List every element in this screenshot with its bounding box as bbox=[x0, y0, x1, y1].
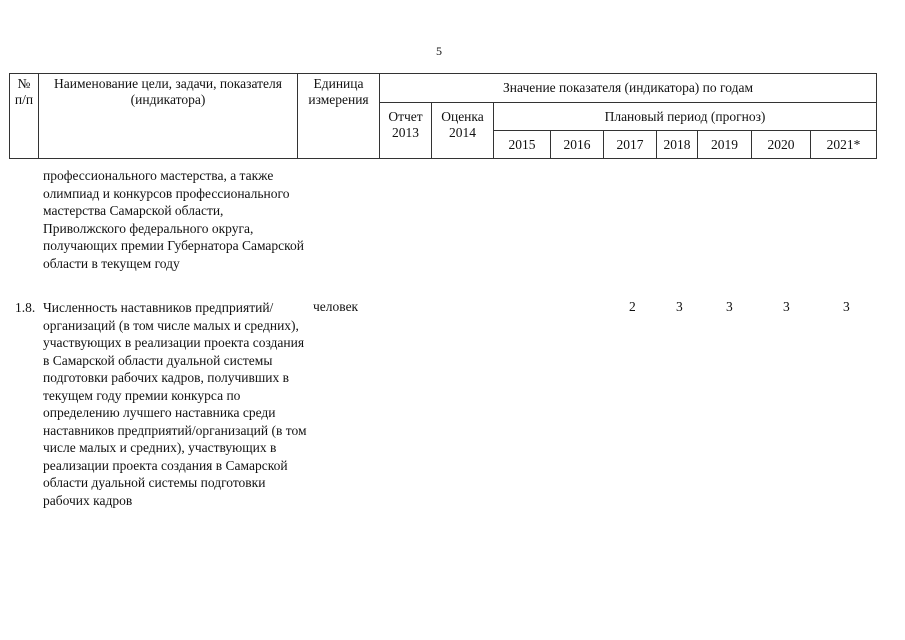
header-year: 2018 bbox=[657, 131, 698, 159]
header-year: 2020 bbox=[752, 131, 811, 159]
value-2020: 3 bbox=[783, 299, 790, 314]
indicator-table-header bbox=[9, 73, 877, 159]
page-number: 5 bbox=[436, 44, 442, 58]
value-2021: 3 bbox=[843, 299, 850, 314]
header-year: 2016 bbox=[551, 131, 604, 159]
header-col-report: Отчет 2013 bbox=[380, 103, 432, 159]
header-col-unit: Единица измерения bbox=[298, 74, 380, 159]
header-col-num: № п/п bbox=[10, 74, 39, 159]
header-col-name: Наименование цели, задачи, показателя (индикатора) bbox=[39, 74, 298, 159]
header-year: 2015 bbox=[494, 131, 551, 159]
value-2018: 3 bbox=[676, 299, 683, 314]
value-2017: 2 bbox=[629, 299, 636, 314]
value-2019: 3 bbox=[726, 299, 733, 314]
indicator-name: Численность наставников предприятий/организаций (в том числе малых и средних), участвующих в реализации проекта создания в Самарской области дуальной системы подготовки рабочих кадров, получивших в текущем году премии конкурса по определению лучшего наставника среди наставников предприятий/организаций (в том числе малых и средних), участвующих в реализации проекта создания в Самарской области дуальной системы подготовки рабочих кадров bbox=[43, 300, 307, 508]
indicator-number: 1.8. bbox=[15, 300, 36, 315]
header-col-values: Значение показателя (индикатора) по годам bbox=[380, 74, 877, 103]
header-year: 2019 bbox=[698, 131, 752, 159]
indicator-unit: человек bbox=[313, 299, 359, 314]
header-year: 2021* bbox=[811, 131, 877, 159]
header-year: 2017 bbox=[604, 131, 657, 159]
header-col-plan: Плановый период (прогноз) bbox=[494, 103, 877, 131]
header-col-estimate: Оценка 2014 bbox=[432, 103, 494, 159]
indicator-name: профессионального мастерства, а также олимпиад и конкурсов профессионального мастерства Самарской области, Приволжского федерального округа, получающих премии Губернатора Самарской области в текущем году bbox=[43, 168, 305, 271]
